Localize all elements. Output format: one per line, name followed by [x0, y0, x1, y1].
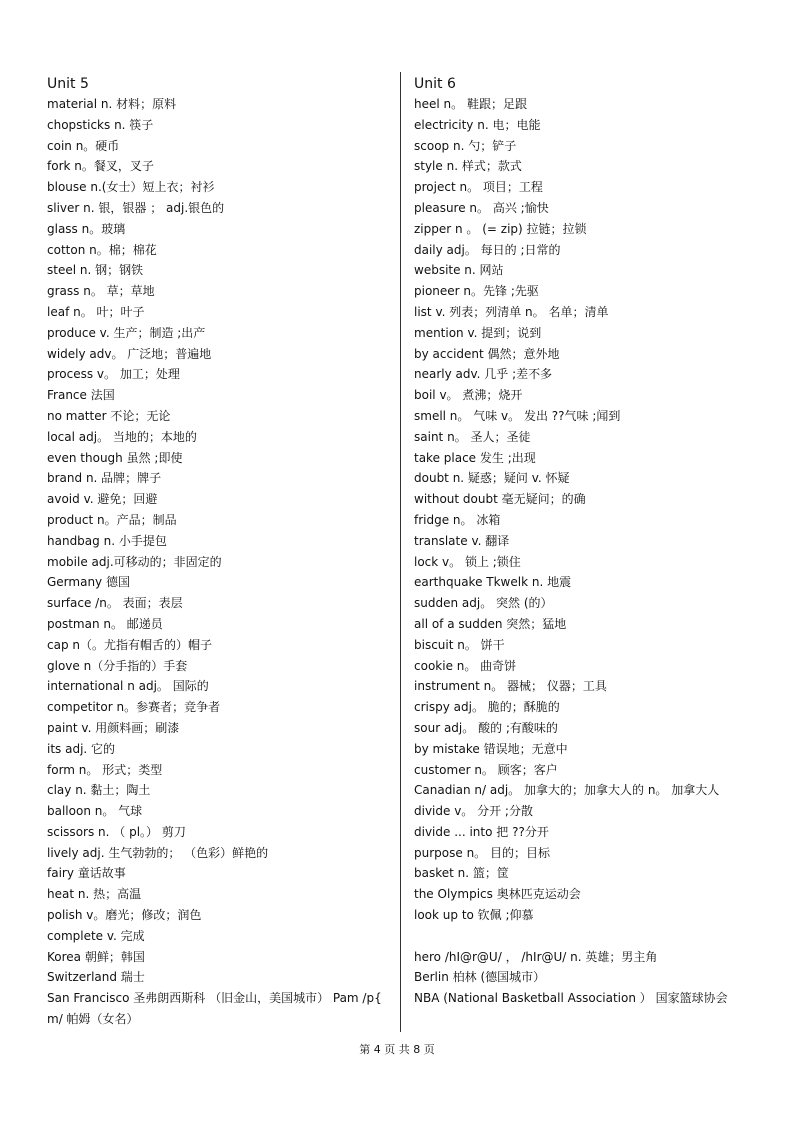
vocab-entry: product n。产品；制品 [47, 512, 177, 527]
vocab-entry: divide v。 分开 ;分散 [414, 804, 533, 819]
vocab-entry: fridge n。 冰箱 [414, 512, 501, 527]
vocab-entry: paint v. 用颜料画；刷漆 [47, 720, 180, 735]
vocab-entry: doubt n. 疑惑；疑问 v. 怀疑 [414, 471, 570, 486]
vocab-entry: look up to 钦佩 ;仰慕 [414, 908, 534, 923]
vocab-entry: nearly adv. 几乎 ;差不多 [414, 367, 553, 382]
vocab-entry: electricity n. 电；电能 [414, 117, 541, 132]
vocab-entry: lock v。 锁上 ;锁住 [414, 554, 521, 569]
vocab-entry: mention v. 提到；说到 [414, 325, 542, 340]
vocab-entry: purpose n。 目的；目标 [414, 845, 550, 860]
vocab-entry: without doubt 毫无疑问；的确 [414, 492, 586, 507]
vocab-entry: crispy adj。 脆的；酥脆的 [414, 700, 560, 715]
vocab-entry: fork n。餐叉，叉子 [47, 159, 154, 174]
vocab-entry: cookie n。 曲奇饼 [414, 658, 517, 673]
vocab-entry: earthquake Tkwelk n. 地震 [414, 575, 572, 590]
vocab-entry: scoop n. 勺；铲子 [414, 138, 517, 153]
vocab-entry: zipper n 。 (= zip) 拉链；拉锁 [414, 221, 587, 236]
page-footer: 第 4 页 共 8 页 [359, 1043, 435, 1056]
vocab-entry: glass n。玻璃 [47, 221, 126, 236]
vocab-entry: take place 发生 ;出现 [414, 450, 536, 465]
vocab-entry: heat n. 热；高温 [47, 887, 142, 902]
vocab-entry: surface /n。 表面；表层 [47, 596, 183, 611]
unit-6-vocabulary-list [414, 94, 744, 1009]
vocab-entry: competitor n。参赛者；竞争者 [47, 700, 221, 715]
vocab-entry: Canadian n/ adj。 加拿大的；加拿大人的 n。 加拿大人 [414, 783, 720, 798]
vocab-entry: chopsticks n. 筷子 [47, 117, 154, 132]
vocab-entry: smell n。 气味 v。 发出 ??气味 ;闻到 [414, 408, 621, 423]
vocab-entry: process v。 加工；处理 [47, 367, 180, 382]
vocab-entry: style n. 样式；款式 [414, 159, 522, 174]
vocab-entry: international n adj。 国际的 [47, 679, 209, 694]
vocab-entry: project n。 项目；工程 [414, 180, 543, 195]
vocab-entry: complete v. 完成 [47, 928, 145, 943]
vocab-entry: divide ... into 把 ??分开 [414, 824, 549, 839]
vocab-entry: France 法国 [47, 388, 115, 403]
vocab-entry: cotton n。棉；棉花 [47, 242, 157, 257]
vocab-entry: pioneer n。先锋 ;先驱 [414, 284, 539, 299]
vocab-entry: basket n. 篮；筐 [414, 866, 509, 881]
vocab-entry: website n. 网站 [414, 263, 504, 278]
unit-6-column [414, 74, 744, 1009]
vocab-entry: lively adj. 生气勃勃的； （色彩）鲜艳的 [47, 845, 269, 860]
vocab-entry: blouse n.(女士）短上衣；衬衫 [47, 180, 215, 195]
vocab-entry: Switzerland 瑞士 [47, 970, 145, 985]
vocab-entry: even though 虽然 ;即使 [47, 450, 183, 465]
vocab-entry: customer n。 顾客；客户 [414, 762, 558, 777]
unit-5-column [47, 74, 387, 1030]
vocab-entry: its adj. 它的 [47, 741, 116, 756]
vocab-entry: list v. 列表；列清单 n。 名单；清单 [414, 304, 609, 319]
vocab-entry: grass n。 草；草地 [47, 284, 155, 299]
vocab-entry: brand n. 品牌；牌子 [47, 471, 162, 486]
vocab-entry: Korea 朝鲜；韩国 [47, 949, 145, 964]
vocab-entry: material n. 材料；原料 [47, 97, 177, 111]
vocab-entry: no matter 不论；无论 [47, 408, 171, 423]
vocab-entry: sliver n. 银，银器 ； adj.银色的 [47, 200, 225, 215]
vocab-entry: cap n（。尤指有帽舌的）帽子 [47, 637, 212, 652]
vocab-entry: produce v. 生产；制造 ;出产 [47, 325, 206, 340]
vocab-entry: Berlin 柏林 (德国城市） [414, 970, 546, 985]
vocab-entry: coin n。硬币 [47, 138, 120, 153]
vocab-entry: sour adj。 酸的 ;有酸味的 [414, 720, 558, 735]
column-divider [400, 72, 401, 1032]
unit-5-title: Unit 5 [47, 76, 89, 92]
vocab-entry: translate v. 翻译 [414, 533, 510, 548]
vocab-entry [414, 926, 744, 947]
vocab-entry: all of a sudden 突然；猛地 [414, 616, 567, 631]
vocab-entry: fairy 童话故事 [47, 866, 126, 881]
vocab-entry: daily adj。 每日的 ;日常的 [414, 242, 561, 257]
vocab-entry: form n。 形式；类型 [47, 762, 163, 777]
vocab-entry: postman n。 邮递员 [47, 616, 163, 631]
vocab-entry: instrument n。 器械； 仪器；工具 [414, 679, 607, 694]
vocab-entry: pleasure n。 高兴 ;愉快 [414, 200, 549, 215]
vocab-entry: sudden adj。 突然 (的） [414, 596, 553, 611]
vocab-entry: polish v。磨光；修改；润色 [47, 908, 202, 923]
vocab-entry: saint n。 圣人；圣徒 [414, 429, 531, 444]
vocab-entry: leaf n。 叶；叶子 [47, 304, 145, 319]
vocab-entry: biscuit n。 饼干 [414, 637, 505, 652]
vocab-entry: avoid v. 避免；回避 [47, 492, 158, 507]
vocab-entry: local adj。 当地的；本地的 [47, 429, 197, 444]
vocab-entry: balloon n。 气球 [47, 804, 143, 819]
vocab-entry: heel n。 鞋跟；足跟 [414, 97, 527, 111]
unit-5-vocabulary-list [47, 94, 387, 1030]
vocab-entry: glove n（分手指的）手套 [47, 658, 188, 673]
unit-6-title: Unit 6 [414, 76, 456, 92]
vocab-entry: mobile adj.可移动的；非固定的 [47, 554, 222, 569]
vocab-entry: handbag n. 小手提包 [47, 533, 167, 548]
vocab-entry: clay n. 黏土；陶土 [47, 783, 151, 798]
vocab-entry: boil v。 煮沸；烧开 [414, 388, 523, 403]
vocab-entry: Germany 德国 [47, 575, 130, 590]
vocab-entry: NBA (National Basketball Association ） 国家篮球协会 [414, 991, 728, 1006]
vocab-entry: by accident 偶然；意外地 [414, 346, 560, 361]
vocab-entry: hero /hI@r@U/ ， /hIr@U/ n. 英雄；男主角 [414, 949, 658, 964]
vocab-entry: steel n. 钢；钢铁 [47, 263, 144, 278]
vocab-entry: by mistake 错误地；无意中 [414, 741, 568, 756]
vocab-entry: widely adv。 广泛地；普遍地 [47, 346, 212, 361]
vocab-entry: scissors n. （ pl。） 剪刀 [47, 824, 186, 839]
vocab-entry: San Francisco 圣弗朗西斯科 （旧金山，美国城市） Pam /p{ m/ 帕姆（女名） [47, 991, 382, 1027]
vocab-entry: the Olympics 奥林匹克运动会 [414, 887, 581, 902]
